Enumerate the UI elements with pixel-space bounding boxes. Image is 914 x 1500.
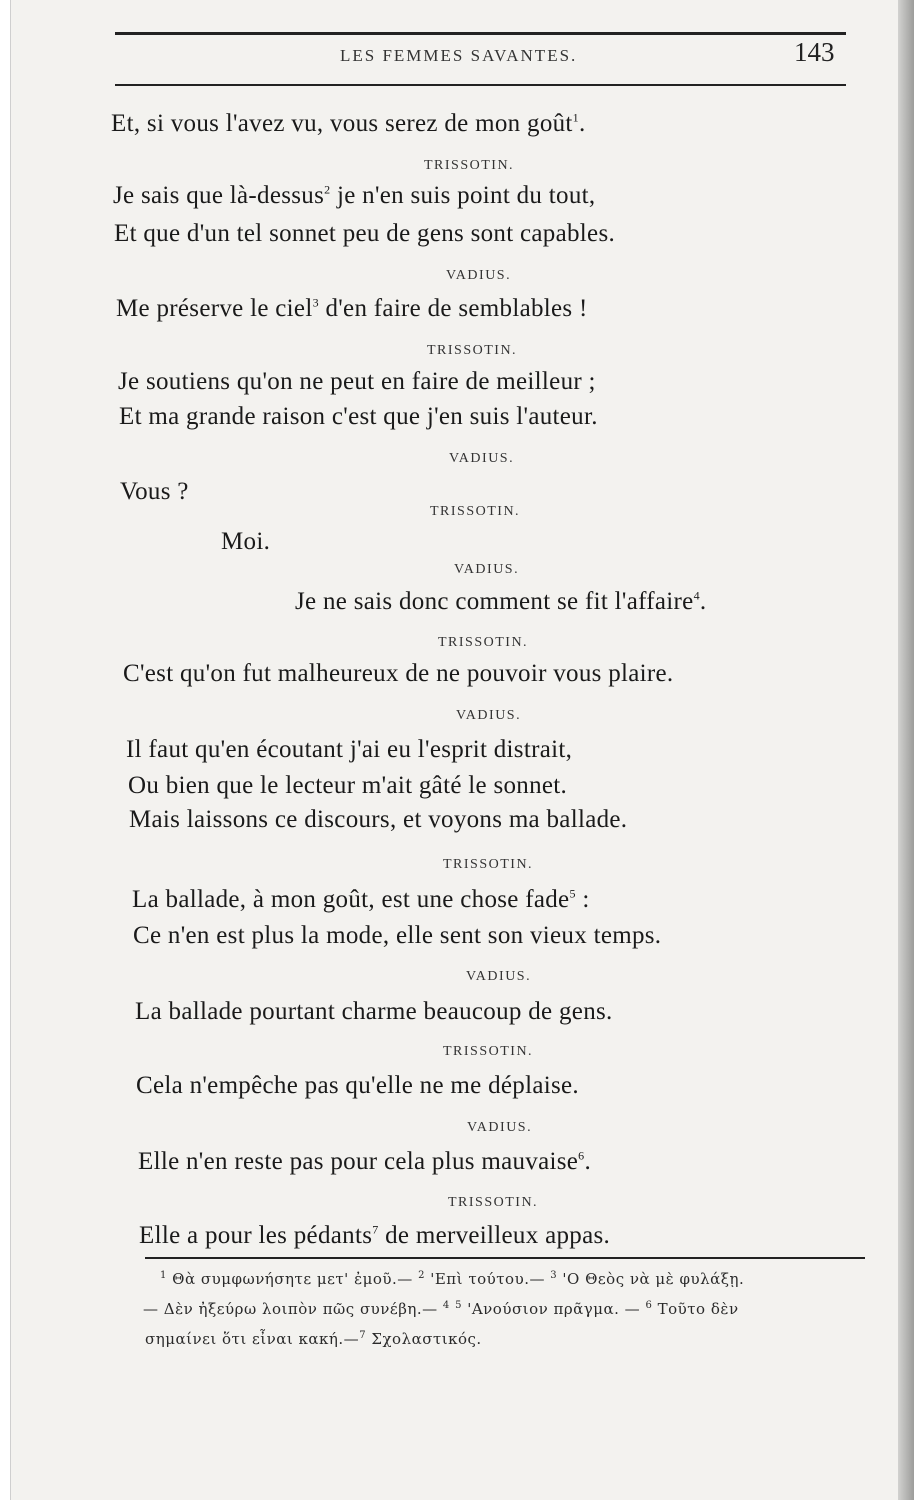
speaker-name: VADIUS. — [466, 969, 532, 984]
footnote-ref: 7 — [372, 1222, 379, 1237]
verse-line: La ballade, à mon goût, est une chose fade$^5$ : — [132, 886, 590, 913]
verse-line: Cela n'empêche pas qu'elle ne me déplaise. — [136, 1072, 579, 1099]
verse-line: Je sais que là-dessus$^2$ je n'en suis point du tout, — [113, 182, 596, 209]
verse-line: Je ne sais donc comment se fit l'affaire$^4$. — [295, 588, 707, 615]
speaker-name: TRISSOTIN. — [438, 635, 529, 650]
verse-line: Elle a pour les pédants$^7$ de merveilleux appas. — [139, 1222, 611, 1249]
verse-line: Et que d'un tel sonnet peu de gens sont capables. — [114, 220, 616, 247]
footnote-ref: 3 — [312, 295, 319, 310]
footnote-line: σημαίνει ὅτι εἶναι κακή.—$^7$ Σχολαστικός. — [145, 1330, 482, 1348]
footnote-rule — [145, 1257, 865, 1259]
scan-left-margin — [0, 0, 11, 1500]
verse-line: Mais laissons ce discours, et voyons ma ballade. — [129, 806, 628, 833]
footnote-ref: 5 — [569, 886, 576, 901]
verse-line: Ou bien que le lecteur m'ait gâté le sonnet. — [128, 772, 568, 799]
page-number: 143 — [794, 37, 835, 67]
speaker-name: VADIUS. — [446, 268, 512, 283]
footnote-ref: 4 — [693, 588, 700, 603]
running-title: LES FEMMES SAVANTES. — [340, 46, 578, 65]
speaker-name: TRISSOTIN. — [443, 1044, 534, 1059]
verse-line: Elle n'en reste pas pour cela plus mauvaise$^6$. — [138, 1148, 592, 1175]
footnote-ref: 6 — [578, 1148, 585, 1163]
speaker-name: VADIUS. — [456, 708, 522, 723]
speaker-name: TRISSOTIN. — [427, 343, 518, 358]
footnote-line: $^1$ Θὰ συμφωνήσητε μετ' ἐμοῦ.— $^2$ 'Επὶ τούτου.— $^3$ 'Ο Θεὸς νὰ μὲ φυλάξῃ. — [160, 1270, 745, 1288]
page-curl-shadow — [898, 0, 914, 1500]
verse-line: C'est qu'on fut malheureux de ne pouvoir vous plaire. — [123, 660, 674, 687]
header-rule-top — [115, 32, 846, 35]
header-rule-bottom — [115, 84, 846, 86]
verse-line: Et ma grande raison c'est que j'en suis l'auteur. — [119, 403, 598, 430]
verse-line: Moi. — [221, 528, 271, 555]
speaker-name: TRISSOTIN. — [448, 1195, 539, 1210]
verse-line: Il faut qu'en écoutant j'ai eu l'esprit distrait, — [126, 736, 573, 763]
speaker-name: VADIUS. — [454, 562, 520, 577]
speaker-name: TRISSOTIN. — [424, 158, 515, 173]
footnote-line: — Δὲν ἠξεύρω λοιπὸν πῶς συνέβη.— $^4$ $^5$ 'Ανούσιον πρᾶγμα. — $^6$ Τοῦτο δὲν — [143, 1300, 739, 1318]
verse-line: Et, si vous l'avez vu, vous serez de mon goût$^1$. — [111, 110, 586, 137]
footnote-ref: 2 — [324, 182, 331, 197]
verse-line: Me préserve le ciel$^3$ d'en faire de semblables ! — [116, 295, 588, 322]
verse-line: Vous ? — [120, 478, 189, 505]
verse-line: La ballade pourtant charme beaucoup de gens. — [135, 998, 613, 1025]
speaker-name: TRISSOTIN. — [443, 857, 534, 872]
verse-line: Je soutiens qu'on ne peut en faire de meilleur ; — [118, 368, 596, 395]
verse-line: Ce n'en est plus la mode, elle sent son vieux temps. — [133, 922, 662, 949]
speaker-name: TRISSOTIN. — [430, 504, 521, 519]
speaker-name: VADIUS. — [449, 451, 515, 466]
footnote-ref: 1 — [572, 110, 579, 125]
speaker-name: VADIUS. — [467, 1120, 533, 1135]
